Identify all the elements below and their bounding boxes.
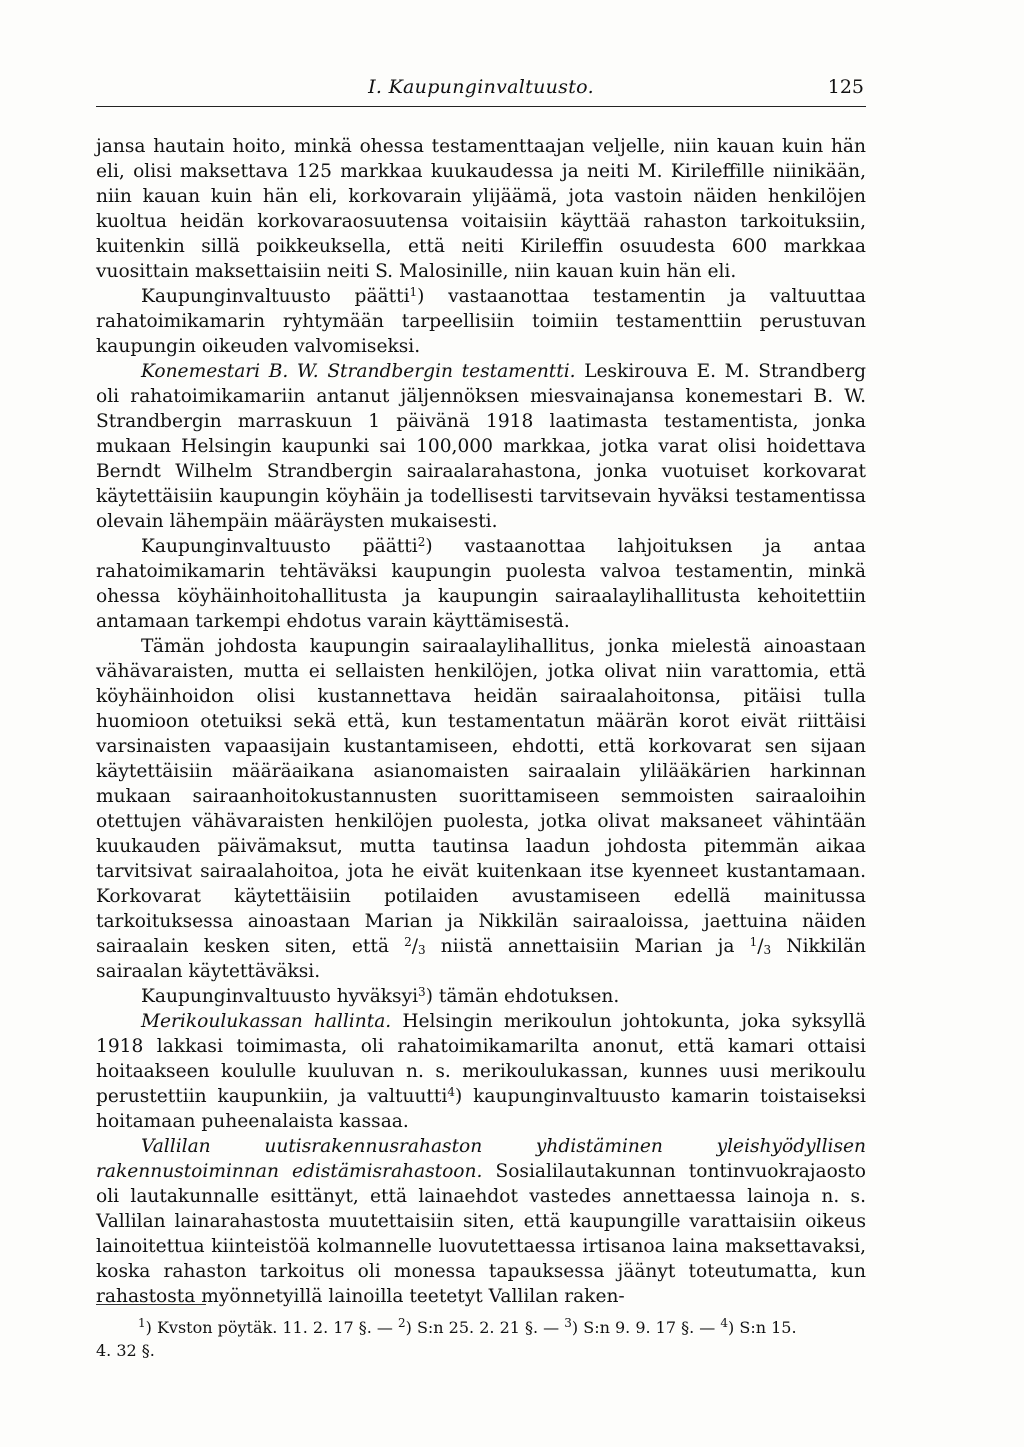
paragraph-text: ) tämän ehdotuksen.: [425, 986, 620, 1007]
paragraph-text: Tämän johdosta kaupungin sairaalaylihallitus, jonka mielestä ainoastaan vähävaraisten, mutta ei sellaisten henkilöjen, jotka olivat niin varattomia, että köyhäinhoidon olisi kustannettava heidän sairaalahoitonsa, pitäisi tulla huomioon otetuiksi sekä että, kun testamentatun määrän korot eivät riittäisi varsinaisten vapaasijain kustantamiseen, ehdotti, että korkovarat sen sijaan käytettäisiin määräaikana asianomaisten sairaalain ylilääkärien harkinnan mukaan sairaanhoitokustannusten suorittamiseen semmoisten sairaaloihin otettujen vähävaraisten henkilöjen puolesta, jotka olivat maksaneet vähintään kuukauden päivämaksut, mutta tautinsa laadun johdosta pitemmän aikaa tarvitsivat sairaalahoitoa, jota he eivät kuitenkaan itse kyenneet kustantamaan. Korkovarat käytettäisiin potilaiden avustamiseen edellä mainitussa tarkoituksessa ainoastaan Marian ja Nikkilän sairaaloissa, jaettuina näiden sairaalain kesken siten, että: [96, 636, 866, 957]
fraction-numerator: 1: [749, 935, 758, 949]
fraction-two-thirds: $^2/_3$: [404, 935, 426, 957]
paragraph-3: [96, 359, 866, 534]
footnote-ref: 4: [447, 1085, 455, 1099]
paragraph-text: Sosialilautakunnan tontinvuokrajaosto oli lautakunnalle esittänyt, että lainaehdot vastedes annettaessa lainoja n. s. Vallilan lainarahastosta muutettaisiin siten, että kaupungille varattaisiin oikeus lainoitettua kiinteistöä kolmannelle luovutettaessa irtisanoa laina maksettavaksi, koska rahaston tarkoitus oli monessa tapauksessa jäänyt toteutumatta, kun rahastosta myönnetyillä lainoilla teetetyt Vallilan raken-: [96, 1161, 866, 1307]
footnote-ref: 2: [417, 535, 426, 549]
paragraph-text: Nikkilän sairaalan käytettäväksi.: [96, 936, 866, 982]
fraction-numerator: 2: [404, 935, 412, 949]
paragraph-text: jansa hautain hoito, minkä ohessa testamenttaajan veljelle, niin kauan kuin hän eli, olisi maksettava 125 markkaa kuukaudessa ja neiti M. Kirileffille niinikään, niin kauan kuin hän eli, korkovarain ylijäämä, jota vastoin näiden henkilöjen kuoltua heidän korkovaraosuutensa voitaisiin käyttää rahaston tarkoituksiin, kuitenkin sillä poikkeuksella, että neiti Kirileffin osuudesta 600 markkaa vuosittain maksettaisiin neiti S. Malosinille, niin kauan kuin hän eli.: [96, 136, 866, 282]
running-header: [96, 72, 866, 107]
footnote-text: ) S:n 25. 2. 21 §. —: [405, 1318, 565, 1337]
footnote-line: [96, 1316, 866, 1339]
footnote-number: 2: [397, 1316, 406, 1330]
footnotes: [96, 1316, 866, 1362]
paragraph-6: [96, 984, 866, 1009]
paragraph-text: ) vastaanottaa lahjoituksen ja antaa rahatoimikamarin tehtäväksi kaupungin puolesta valvoa testamentin, minkä ohessa köyhäinhoitohallitusta ja kaupungin sairaalaylihallitusta kehoitettiin antamaan tarkempi ehdotus varain käyttämisestä.: [96, 536, 866, 632]
paragraph-1: [96, 134, 866, 284]
footnote-divider: [96, 1304, 206, 1305]
paragraph-text: Kaupunginvaltuusto hyväksyi: [141, 986, 419, 1007]
footnote-text: ) S:n 15.: [728, 1318, 797, 1337]
paragraph-text: Leskirouva E. M. Strandberg oli rahatoimikamariin antanut jäljennöksen miesvainajansa konemestari B. W. Strandbergin marraskuun 1 päivänä 1918 laatimasta testamentista, jonka mukaan Helsingin kaupunki sai 100,000 markkaa, jotka varat olisi hoidettava Berndt Wilhelm Strandbergin sairaalarahastona, jonka vuotuiset korkovarat käytettäisiin kaupungin köyhäin ja todellisesti tarvitsevain hyväksi testamentissa olevain lähempäin määräysten mukaisesti.: [96, 361, 866, 532]
footnote-text: ) Kvston pöytäk. 11. 2. 17 §. —: [145, 1318, 398, 1337]
paragraph-7: [96, 1009, 866, 1134]
fraction-denominator: 3: [418, 943, 426, 957]
header-title: I. Kaupunginvaltuusto.: [368, 76, 594, 98]
footnote-line: 4. 32 §.: [96, 1341, 155, 1360]
footnote-number: 3: [564, 1316, 572, 1330]
section-title: Konemestari B. W. Strandbergin testamentti.: [141, 361, 576, 382]
footnote-ref: 1: [409, 285, 418, 299]
body-text: [96, 134, 866, 1309]
footnote-ref: 3: [418, 985, 426, 999]
paragraph-8: [96, 1134, 866, 1309]
section-title: Merikoulukassan hallinta.: [141, 1011, 392, 1032]
paragraph-text: Kaupunginvaltuusto päätti: [141, 286, 410, 307]
paragraph-2: [96, 284, 866, 359]
fraction-denominator: 3: [763, 943, 772, 957]
footnote-text: ) S:n 9. 9. 17 §. —: [571, 1318, 721, 1337]
paragraph-text: Helsingin merikoulun johtokunta, joka syksyllä 1918 lakkasi toimimasta, oli rahatoimikamarilta anonut, että kamari ottaisi hoitaakseen koululle kuuluvan n. s. merikoulukassan, kunnes uusi merikoulu perustettiin kaupunkiin, ja valtuutti: [96, 1011, 866, 1107]
footnote-number: 1: [138, 1316, 146, 1330]
paragraph-text: Kaupunginvaltuusto päätti: [141, 536, 418, 557]
page-number: 125: [827, 76, 864, 98]
paragraph-5: [96, 634, 866, 984]
footnote-number: 4: [720, 1316, 729, 1330]
paragraph-4: [96, 534, 866, 634]
fraction-one-third: $^1/_3$: [749, 935, 772, 957]
section-title: Vallilan uutisrakennusrahaston yhdistäminen yleishyödyllisen rakennustoiminnan edistämisrahastoon.: [96, 1136, 866, 1182]
paragraph-text: ) kaupunginvaltuusto kamarin toistaiseksi hoitamaan puheenalaista kassaa.: [96, 1086, 866, 1132]
paragraph-text: ) vastaanottaa testamentin ja valtuuttaa rahatoimikamarin ryhtymään tarpeellisiin toimiin testamenttiin perustuvan kaupungin oikeuden valvomiseksi.: [96, 286, 866, 357]
paragraph-text: niistä annettaisiin Marian ja: [425, 936, 750, 957]
